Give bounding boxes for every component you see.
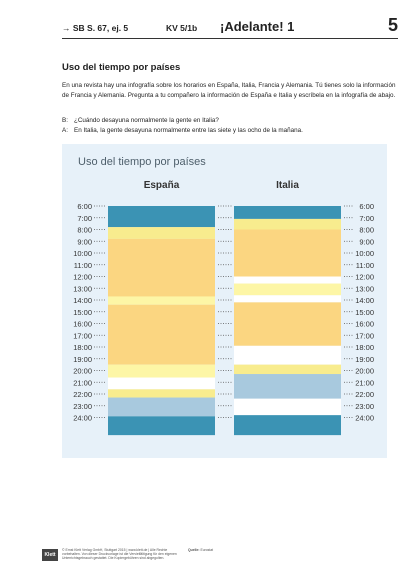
hour-label-right: 15:00	[355, 307, 374, 317]
hour-label-left: 9:00	[77, 237, 92, 247]
segment-free	[234, 277, 341, 284]
hour-label-left: 12:00	[73, 272, 92, 282]
hour-label-left: 14:00	[73, 296, 92, 305]
hour-label-right: 17:00	[355, 331, 374, 341]
segment-work	[234, 230, 341, 277]
textbook-reference: → SB S. 67, ej. 5	[62, 23, 129, 33]
hour-label-left: 13:00	[73, 284, 92, 294]
infographic-panel	[62, 144, 387, 458]
segment-sleep	[108, 416, 215, 435]
speaker-label: B:	[62, 117, 68, 124]
column-header-0: España	[143, 180, 180, 191]
segment-free	[234, 346, 341, 365]
hour-label-right: 14:00	[355, 296, 374, 305]
book-title: ¡Adelante! 1	[220, 19, 295, 34]
segment-free	[234, 295, 341, 302]
hour-label-right: 6:00	[359, 202, 374, 211]
hour-label-right: 12:00	[355, 272, 374, 282]
hour-label-right: 21:00	[355, 378, 374, 388]
segment-breakfast	[108, 227, 215, 239]
worksheet-code: KV 5/1b	[166, 23, 198, 33]
instructions: En una revista hay una infografía sobre los horarios en España, Italia, Francia y Alemania. Tú tienes solo la información de Francia y Alemania. Pregunta a tu compañero la información de España e Italia y escríbela en la infografía de abajo.	[62, 82, 396, 99]
segment-meal	[234, 284, 341, 296]
segment-evening	[108, 398, 215, 417]
hour-label-right: 7:00	[359, 213, 374, 223]
hour-label-left: 21:00	[73, 378, 92, 388]
source-note	[188, 548, 213, 552]
segment-sleep	[234, 206, 341, 219]
page-header	[62, 15, 398, 38]
segment-breakfast	[234, 365, 341, 374]
publisher-logo: Klett	[42, 549, 58, 561]
hour-label-right: 23:00	[355, 401, 374, 411]
segment-sleep	[234, 415, 341, 435]
segment-breakfast	[108, 389, 215, 397]
unit-number: 5	[387, 15, 398, 35]
hour-label-right: 18:00	[355, 343, 374, 352]
hour-label-right: 19:00	[355, 354, 374, 364]
hour-label-left: 6:00	[77, 202, 92, 211]
hour-label-left: 22:00	[73, 390, 92, 399]
hour-label-right: 16:00	[355, 319, 374, 329]
hour-label-right: 8:00	[359, 225, 374, 235]
copyright-text: © Ernst Klett Verlag GmbH, Stuttgart 2015 | www.klett.de | Alle Rechte vorbehalten. Von dieser Druckvorlage ist die Vervielfältigung für den eigenen Unterrichtsgebrauch gestattet. Die Kopiergebühren sind abgegolten.	[62, 548, 177, 561]
segment-free	[108, 378, 215, 390]
dialog-text: ¿Cuándo desayuna normalmente la gente en Italia?	[74, 117, 219, 124]
hour-label-right: 11:00	[355, 260, 374, 270]
hour-label-left: 11:00	[73, 260, 92, 270]
column-header-1: Italia	[276, 180, 299, 191]
hour-label-right: 9:00	[359, 237, 374, 247]
hour-label-left: 24:00	[73, 413, 92, 423]
infographic-title: Uso del tiempo por países	[78, 156, 206, 168]
header-rule	[62, 38, 398, 39]
hour-label-right: 10:00	[355, 249, 374, 258]
hour-label-left: 7:00	[77, 213, 92, 223]
hour-label-left: 19:00	[73, 354, 92, 364]
worksheet-title: Uso del tiempo por países	[62, 62, 181, 73]
time-use-chart	[62, 144, 387, 458]
page-footer	[44, 548, 402, 562]
hour-label-left: 16:00	[73, 319, 92, 329]
speaker-label: A:	[62, 127, 68, 134]
segment-meal	[108, 365, 215, 378]
hour-label-right: 13:00	[355, 284, 374, 294]
dialog-line-b	[62, 117, 402, 124]
hour-label-left: 10:00	[73, 249, 92, 258]
segment-meal	[108, 296, 215, 304]
hour-label-left: 23:00	[73, 401, 92, 411]
segment-work	[108, 239, 215, 297]
source-label: Quelle:	[188, 548, 200, 552]
source-value: Eurostat	[200, 548, 214, 552]
hour-label-left: 8:00	[77, 225, 92, 235]
hour-label-left: 20:00	[73, 366, 92, 376]
segment-work	[108, 305, 215, 365]
hour-label-right: 22:00	[355, 390, 374, 399]
dialog-line-a	[62, 127, 402, 134]
hour-label-right: 20:00	[355, 366, 374, 376]
segment-evening	[234, 374, 341, 399]
segment-breakfast	[234, 219, 341, 230]
hour-label-left: 17:00	[73, 331, 92, 341]
dialog-text: En Italia, la gente desayuna normalmente entre las siete y las ocho de la mañana.	[74, 127, 303, 134]
segment-sleep	[108, 206, 215, 227]
segment-free	[234, 399, 341, 415]
hour-label-left: 15:00	[73, 307, 92, 317]
hour-label-left: 18:00	[73, 343, 92, 352]
segment-work	[234, 302, 341, 345]
hour-label-right: 24:00	[355, 413, 374, 423]
